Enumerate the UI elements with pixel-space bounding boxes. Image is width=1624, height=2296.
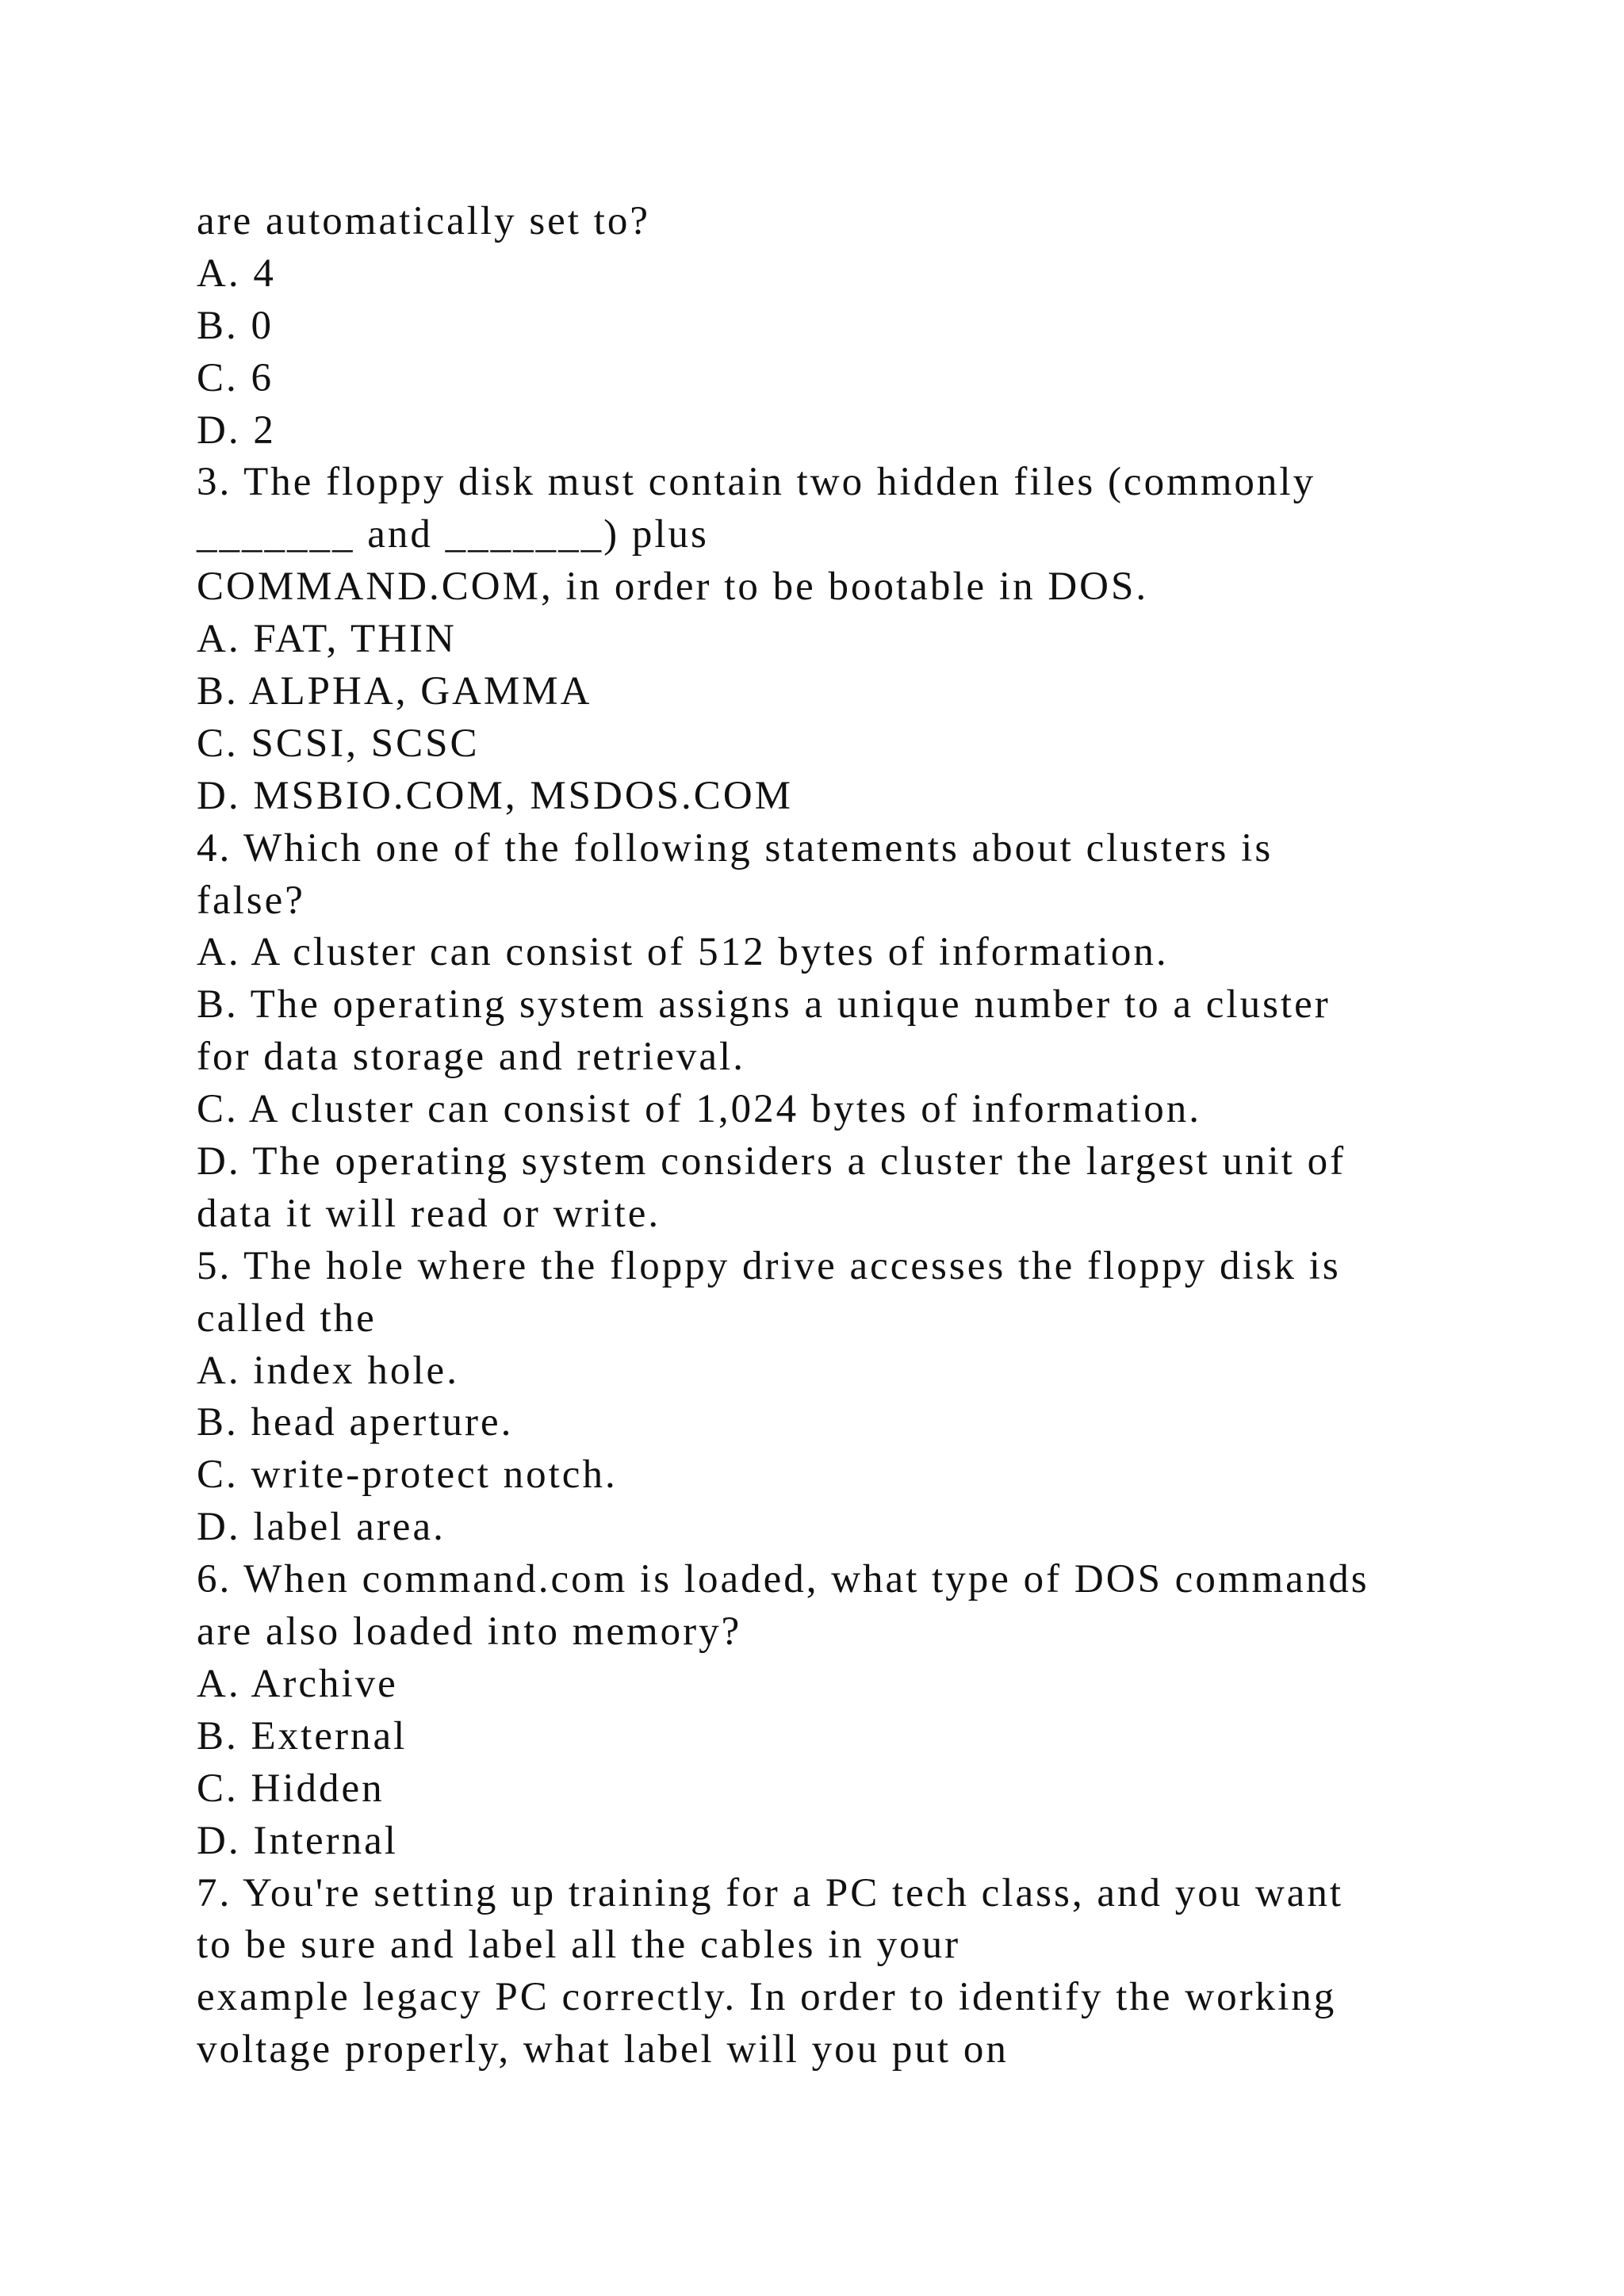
text-line: example legacy PC correctly. In order to identify the working [197, 1975, 1337, 2020]
text-line: C. Hidden [197, 1766, 385, 1811]
text-line: D. label area. [197, 1505, 446, 1550]
text-line: COMMAND.COM, in order to be bootable in DOS. [197, 564, 1149, 610]
text-line: B. External [197, 1713, 408, 1758]
text-line: for data storage and retrieval. [197, 1035, 745, 1080]
text-line: C. A cluster can consist of 1,024 bytes of information. [197, 1087, 1202, 1132]
text-line: D. Internal [197, 1818, 398, 1863]
text-line: 4. Which one of the following statements about clusters is [197, 825, 1274, 871]
text-line: D. 2 [197, 408, 276, 453]
text-line: A. FAT, THIN [197, 617, 457, 662]
text-line: data it will read or write. [197, 1191, 661, 1236]
text-line: C. 6 [197, 355, 274, 400]
text-line: D. MSBIO.COM, MSDOS.COM [197, 773, 793, 818]
text-line: 5. The hole where the floppy drive accesses the floppy disk is [197, 1243, 1341, 1288]
text-line: 6. When command.com is loaded, what type of DOS commands [197, 1557, 1369, 1602]
text-line: 3. The floppy disk must contain two hidden files (commonly [197, 460, 1316, 505]
text-line: A. A cluster can consist of 512 bytes of information. [197, 930, 1169, 975]
text-line: are automatically set to? [197, 199, 651, 243]
text-line: _______ and _______) plus [197, 512, 709, 557]
text-line: B. 0 [197, 303, 274, 348]
text-line: 7. You're setting up training for a PC tech class, and you want [197, 1870, 1344, 1915]
text-line: to be sure and label all the cables in your [197, 1923, 961, 1968]
text-line: A. Archive [197, 1661, 398, 1706]
text-line: C. write-protect notch. [197, 1452, 618, 1498]
text-line: false? [197, 878, 305, 923]
text-line: A. index hole. [197, 1348, 459, 1393]
text-line: B. The operating system assigns a unique number to a cluster [197, 982, 1331, 1027]
text-line: are also loaded into memory? [197, 1609, 742, 1655]
text-line: B. ALPHA, GAMMA [197, 669, 592, 714]
document-text [197, 196, 1465, 2076]
text-line: B. head aperture. [197, 1400, 514, 1445]
text-line: D. The operating system considers a cluster the largest unit of [197, 1139, 1346, 1184]
text-line: C. SCSI, SCSC [197, 721, 480, 766]
text-line: A. 4 [197, 251, 276, 296]
text-line: voltage properly, what label will you put on [197, 2027, 1009, 2072]
text-line: called the [197, 1295, 377, 1341]
